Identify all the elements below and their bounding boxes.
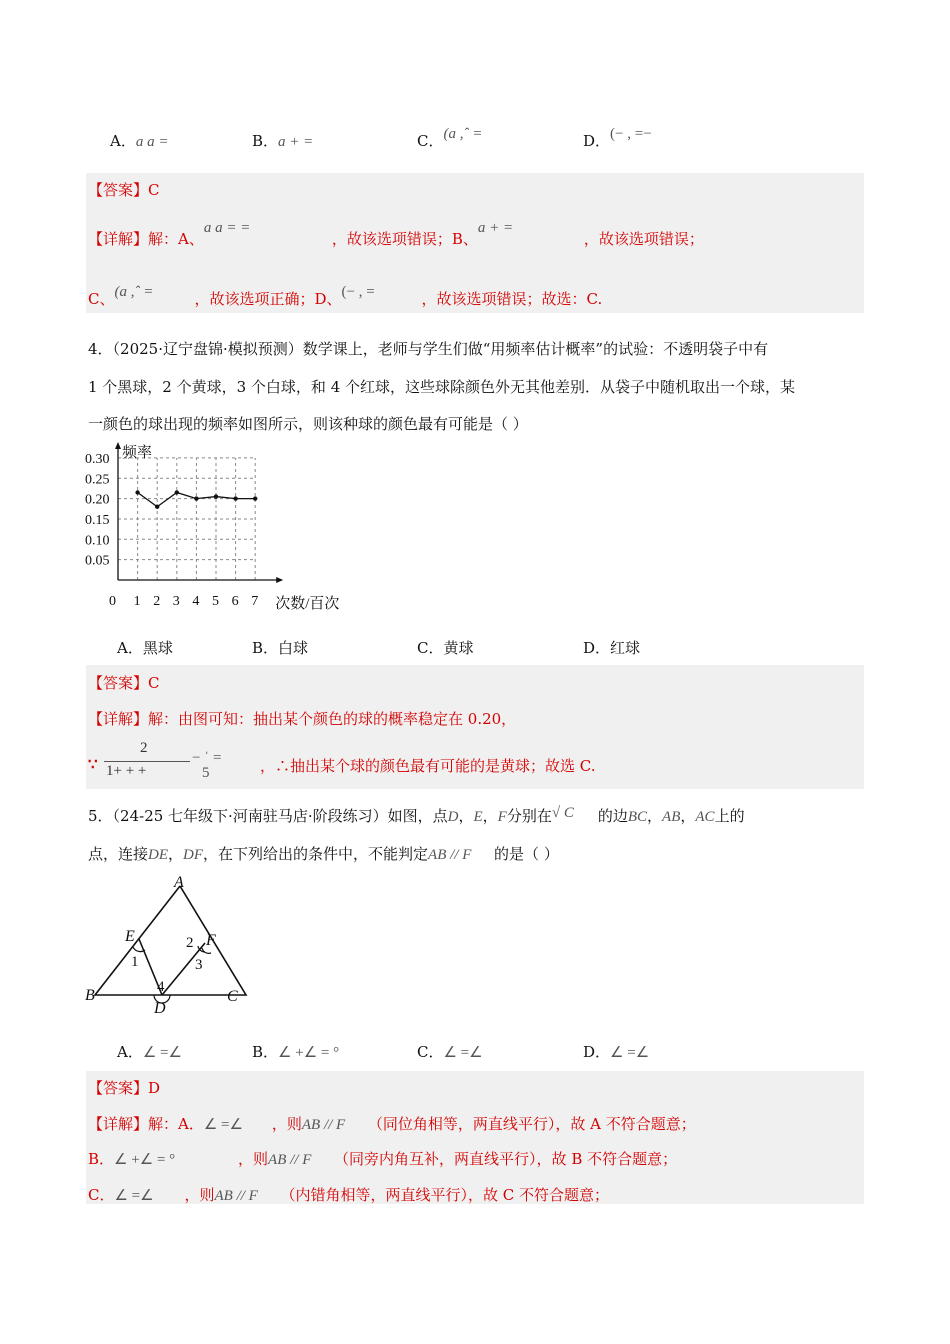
q5-option-b — [252, 1041, 339, 1062]
fraction-denominator: 1+ + + — [106, 763, 147, 779]
q3-answer-value: C — [148, 181, 160, 199]
q5-option-c — [417, 1041, 483, 1062]
q5-stem-line1 — [88, 805, 745, 826]
q5-d3-expr: ∠ =∠ — [114, 1188, 154, 1204]
q3-detail-line2 — [88, 284, 603, 309]
q3-option-d-label: D． — [583, 132, 611, 150]
q5-stem-line2 — [88, 843, 559, 864]
q5-point-d: D — [447, 809, 459, 825]
q4-option-b-label: B． — [252, 639, 279, 657]
q5-line1-a: （24-25 七年级下·河南驻马店·阶段练习）如图，点 — [112, 807, 448, 825]
q3-option-b-label: B． — [252, 132, 279, 150]
q4-stem-line2: 1 个黑球，2 个黄球，3 个白球，和 4 个红球，这些球除颜色外无其他差别．从袋子中随机取出一个球，某 — [88, 378, 796, 396]
label-d: D — [154, 1000, 166, 1014]
q3-detail-1b: ，故该选项错误；B、 — [331, 230, 478, 248]
q5-point-f: F — [497, 809, 507, 825]
q3-option-a-expr: a a = — [135, 134, 169, 150]
q3-detail-math-a: a a = = — [203, 220, 251, 236]
q4-detail-line1-text: 解：由图可知：抽出某个颜色的球的概率稳定在 0.20， — [148, 710, 517, 728]
label-e: E — [125, 928, 135, 945]
q5-sep4: ， — [680, 807, 696, 825]
q3-option-d-expr: (− , =− — [610, 126, 652, 142]
q3-detail-2c: ，故该选项错误；故选：C. — [421, 290, 603, 308]
q4-answer-value: C — [148, 674, 160, 692]
y-axis-title: 频率 — [122, 445, 153, 461]
q4-option-b — [252, 637, 308, 658]
angle-3-label: 3 — [195, 957, 203, 973]
q3-option-c-label: C． — [417, 132, 444, 150]
q5-detail-line1 — [88, 1113, 696, 1134]
data-point-2 — [175, 490, 179, 494]
q4-option-c — [417, 637, 474, 658]
q3-detail-math-c: (a ,ˆ = — [114, 284, 154, 300]
q5-sep1: ， — [458, 807, 474, 825]
x-tick-label-3: 4 — [192, 594, 200, 609]
q5-detail-line2 — [88, 1148, 677, 1169]
q3-detail-2a: C、 — [88, 290, 115, 308]
triangle-figure — [84, 874, 254, 1014]
x-tick-label-1: 2 — [153, 594, 161, 609]
q4-stem-line3: 一颜色的球出现的频率如图所示，则该种球的颜色最有可能是（ ） — [88, 415, 528, 433]
q5-sep3: ， — [647, 807, 663, 825]
q3-detail-line1 — [88, 220, 704, 249]
x-tick-label-6: 7 — [251, 594, 259, 609]
q4-stem-line1 — [88, 338, 768, 359]
triangle-outline — [95, 886, 246, 995]
angle-2-label: 2 — [186, 935, 194, 951]
q5-option-d-expr: ∠ =∠ — [610, 1045, 650, 1061]
y-tick-label-0: 0.05 — [85, 553, 110, 569]
q5-triangle-abc: √ C — [551, 805, 574, 821]
q4-line1-text: （2025·辽宁盘锦·模拟预测）数学课上，老师与学生们做“用频率估计概率”的试验：不透明袋子中有 — [112, 340, 769, 358]
chart-root — [85, 442, 339, 612]
fraction-bar — [104, 761, 190, 762]
q5-option-b-expr: ∠ +∠ = ° — [278, 1045, 340, 1061]
q4-option-c-text: 黄球 — [443, 639, 474, 657]
q4-number: 4． — [88, 340, 113, 358]
q4-detail-tag: 【详解】 — [88, 710, 149, 728]
q5-line1-c: 的边 — [597, 807, 628, 825]
label-f: F — [206, 932, 216, 949]
x-tick-label-5: 6 — [231, 594, 239, 609]
q3-option-c-expr: (a ,ˆ = — [443, 126, 483, 142]
q5-option-c-expr: ∠ =∠ — [443, 1045, 483, 1061]
q5-d1-b: ，则 — [271, 1115, 302, 1133]
q3-option-b-expr: a + = — [278, 134, 314, 150]
q4-option-a-label: A． — [117, 639, 143, 657]
label-b: B — [85, 987, 95, 1004]
q5-option-a-expr: ∠ =∠ — [142, 1045, 182, 1061]
angle-1-label: 1 — [131, 954, 139, 970]
q3-option-a — [110, 130, 168, 151]
q5-line1-b: 分别在 — [506, 807, 552, 825]
q4-detail-line2-text: ，∴抽出某个球的颜色最有可能的是黄球；故选 C. — [260, 757, 596, 775]
q4-option-a-text: 黑球 — [142, 639, 173, 657]
data-point-5 — [233, 496, 237, 500]
y-tick-label-2: 0.15 — [85, 512, 110, 528]
q5-d1-expr: ∠ =∠ — [203, 1117, 243, 1133]
label-a: A — [174, 874, 184, 891]
q5-seg-df: DF — [183, 847, 204, 863]
label-c: C — [227, 988, 238, 1005]
q4-option-b-text: 白球 — [278, 639, 309, 657]
q5-d1-a: 解：A． — [148, 1115, 204, 1133]
q5-d2-expr: ∠ +∠ = ° — [114, 1152, 176, 1168]
q5-option-a — [117, 1041, 182, 1062]
data-point-6 — [253, 496, 257, 500]
q3-option-d — [583, 122, 652, 150]
q5-d3-par: AB // F — [214, 1188, 258, 1204]
q5-d2-b: ，则 — [238, 1150, 269, 1168]
frequency-chart — [84, 440, 344, 620]
y-tick-label-4: 0.25 — [85, 472, 110, 488]
origin-label: 0 — [109, 594, 116, 609]
q5-number: 5． — [88, 807, 113, 825]
q5-side-ac: AC — [695, 809, 715, 825]
y-tick-label-1: 0.10 — [85, 533, 110, 549]
q5-d3-a: C． — [88, 1186, 115, 1204]
q3-detail-1a: 解：A、 — [148, 230, 204, 248]
q5-answer-tag: 【答案】 — [88, 1079, 149, 1097]
q5-d1-par: AB // F — [301, 1117, 346, 1133]
q3-answer-tag: 【答案】 — [88, 181, 149, 199]
fraction-numerator: 2 — [140, 740, 148, 756]
q5-detail-tag: 【详解】 — [88, 1115, 149, 1133]
q4-detail-line1 — [88, 708, 516, 729]
q5-line1-d: 上的 — [714, 807, 745, 825]
x-tick-label-2: 3 — [172, 594, 180, 609]
data-point-0 — [135, 490, 139, 494]
q4-answer-tag: 【答案】 — [88, 674, 149, 692]
angle-4-label: 4 — [157, 979, 165, 995]
q5-line2-a: 点，连接 — [88, 845, 149, 863]
x-tick-label-0: 1 — [133, 594, 141, 609]
q5-parallel-expr: AB // F — [428, 847, 472, 863]
x-tick-label-4: 5 — [212, 594, 219, 609]
q5-sep2: ， — [482, 807, 498, 825]
q3-detail-math-d: (− , = — [341, 284, 375, 300]
q5-d3-c: （内错角相等，两直线平行），故 C 不符合题意； — [280, 1186, 610, 1204]
q4-option-c-label: C． — [417, 639, 444, 657]
q4-option-a — [117, 637, 173, 658]
y-axis-arrow — [115, 442, 121, 449]
q5-option-b-label: B． — [252, 1043, 279, 1061]
q5-side-bc: BC — [627, 809, 648, 825]
q5-option-c-label: C． — [417, 1043, 444, 1061]
q3-detail-1c: ，故该选项错误； — [583, 230, 704, 248]
data-point-4 — [214, 494, 218, 498]
q5-seg-de: DE — [148, 847, 169, 863]
q4-answer — [88, 672, 160, 693]
q5-line2-c: 的是（ ） — [494, 845, 559, 863]
data-point-1 — [155, 505, 159, 509]
q3-option-c — [417, 122, 483, 150]
q3-option-b — [252, 130, 313, 151]
q5-d1-c: （同位角相等，两直线平行），故 A 不符合题意； — [367, 1115, 696, 1133]
fraction-rest-den: 5 — [202, 765, 210, 781]
q4-option-d-label: D． — [583, 639, 611, 657]
y-tick-label-5: 0.30 — [85, 451, 110, 467]
q5-d2-par: AB // F — [268, 1152, 312, 1168]
q5-option-a-label: A． — [117, 1043, 143, 1061]
q5-detail-line3 — [88, 1184, 609, 1205]
q5-point-e: E — [473, 809, 483, 825]
q3-answer — [88, 179, 160, 200]
q4-option-d-text: 红球 — [610, 639, 641, 657]
q5-d2-a: B． — [88, 1150, 115, 1168]
q5-line2-b: ，在下列给出的条件中，不能判定 — [203, 845, 429, 863]
q5-sep5: ， — [168, 845, 184, 863]
q4-detail-line2 — [88, 740, 788, 780]
q3-detail-tag: 【详解】 — [88, 230, 149, 248]
y-tick-label-3: 0.20 — [85, 492, 110, 508]
x-axis-title: 次数/百次 — [275, 596, 340, 612]
q3-detail-math-b: a + = — [477, 220, 514, 236]
data-point-3 — [194, 496, 198, 500]
q5-side-ab: AB — [662, 809, 681, 825]
q5-d2-c: （同旁内角互补，两直线平行），故 B 不符合题意； — [334, 1150, 678, 1168]
q5-option-d-label: D． — [583, 1043, 611, 1061]
q5-answer-value: D — [148, 1079, 161, 1097]
q3-detail-2b: ，故该选项正确；D、 — [194, 290, 342, 308]
q3-option-a-label: A． — [110, 132, 136, 150]
q5-option-d — [583, 1041, 649, 1062]
x-axis-arrow — [276, 577, 283, 583]
q5-answer — [88, 1077, 160, 1098]
because-symbol: ∵ — [88, 755, 98, 773]
q5-d3-b: ，则 — [184, 1186, 215, 1204]
fraction-rest: − ˈ = — [192, 750, 222, 766]
q4-option-d — [583, 637, 640, 658]
